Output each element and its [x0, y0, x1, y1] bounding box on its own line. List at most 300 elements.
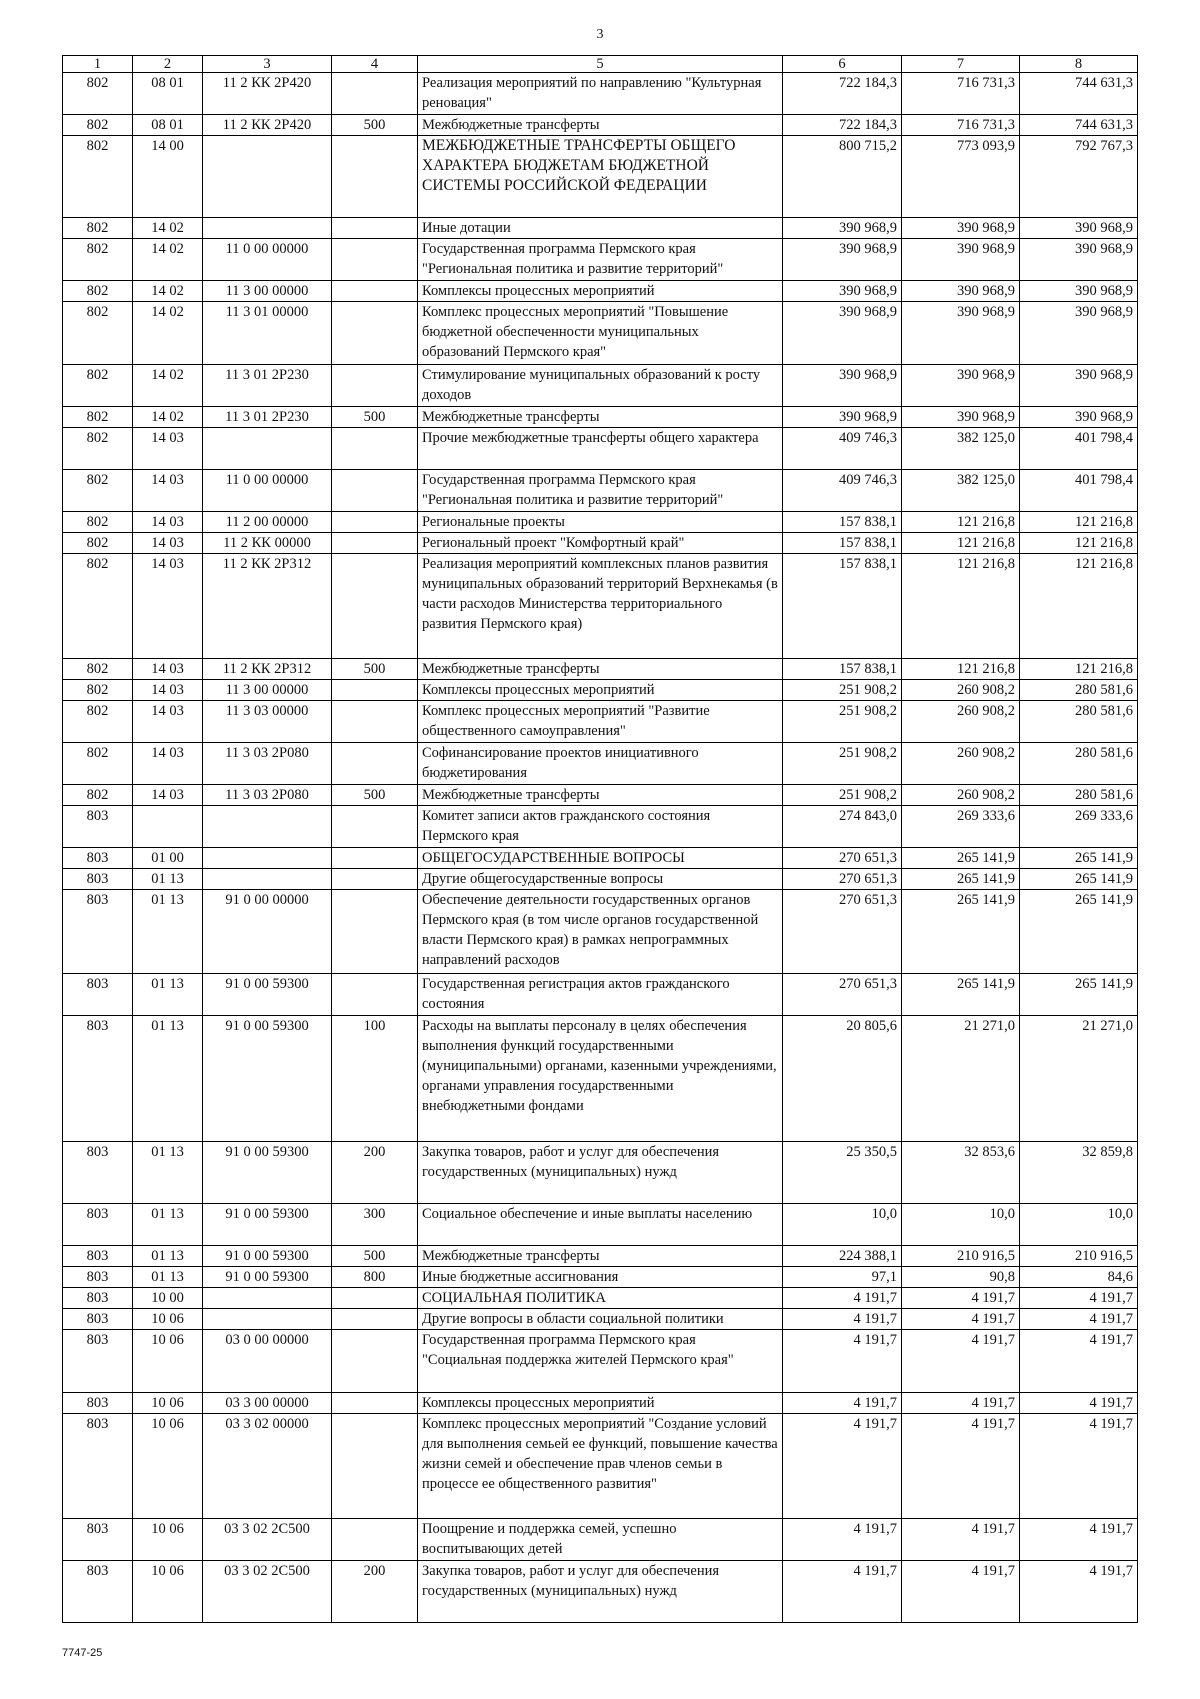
- ministry-code-cell: 803: [63, 1204, 133, 1246]
- ministry-code-cell: 802: [63, 470, 133, 512]
- amount-year3-cell: 21 271,0: [1020, 1016, 1138, 1142]
- amount-year3-cell: 280 581,6: [1020, 701, 1138, 743]
- target-article-cell: 11 3 01 2Р230: [203, 365, 332, 407]
- column-header: 7: [902, 56, 1020, 73]
- target-article-cell: 91 0 00 59300: [203, 974, 332, 1016]
- section-code-cell: 14 03: [133, 659, 203, 680]
- amount-year1-cell: 25 350,5: [783, 1142, 902, 1204]
- expense-name-cell: Реализация мероприятий по направлению "Культурная реновация": [418, 73, 783, 115]
- section-code-cell: 10 06: [133, 1393, 203, 1414]
- table-row: [63, 365, 1138, 407]
- section-code-cell: 01 13: [133, 890, 203, 974]
- amount-year2-cell: 265 141,9: [902, 869, 1020, 890]
- table-row: [63, 785, 1138, 806]
- table-row: [63, 218, 1138, 239]
- amount-year3-cell: 744 631,3: [1020, 73, 1138, 115]
- expense-name-cell: Софинансирование проектов инициативного бюджетирования: [418, 743, 783, 785]
- amount-year1-cell: 270 651,3: [783, 974, 902, 1016]
- expense-type-cell: [332, 680, 418, 701]
- column-header: 8: [1020, 56, 1138, 73]
- target-article-cell: 11 3 03 2Р080: [203, 743, 332, 785]
- column-header: 2: [133, 56, 203, 73]
- expense-type-cell: [332, 136, 418, 218]
- table-row: [63, 1330, 1138, 1393]
- target-article-cell: [203, 1309, 332, 1330]
- column-header: 3: [203, 56, 332, 73]
- table-row: [63, 680, 1138, 701]
- ministry-code-cell: 802: [63, 785, 133, 806]
- amount-year2-cell: 716 731,3: [902, 115, 1020, 136]
- target-article-cell: 03 3 02 2С500: [203, 1561, 332, 1623]
- target-article-cell: [203, 136, 332, 218]
- table-row: [63, 974, 1138, 1016]
- amount-year1-cell: 274 843,0: [783, 806, 902, 848]
- amount-year1-cell: 722 184,3: [783, 115, 902, 136]
- expense-name-cell: Стимулирование муниципальных образований к росту доходов: [418, 365, 783, 407]
- section-code-cell: 14 00: [133, 136, 203, 218]
- target-article-cell: 11 3 01 00000: [203, 302, 332, 365]
- table-row: [63, 533, 1138, 554]
- amount-year3-cell: 32 859,8: [1020, 1142, 1138, 1204]
- expense-type-cell: [332, 1309, 418, 1330]
- amount-year2-cell: 90,8: [902, 1267, 1020, 1288]
- amount-year3-cell: 84,6: [1020, 1267, 1138, 1288]
- amount-year2-cell: 121 216,8: [902, 554, 1020, 659]
- ministry-code-cell: 802: [63, 136, 133, 218]
- target-article-cell: 11 2 КК 2Р420: [203, 115, 332, 136]
- amount-year2-cell: 390 968,9: [902, 218, 1020, 239]
- section-code-cell: 01 13: [133, 1142, 203, 1204]
- section-code-cell: 14 03: [133, 785, 203, 806]
- amount-year2-cell: 121 216,8: [902, 533, 1020, 554]
- expense-type-cell: [332, 302, 418, 365]
- target-article-cell: 11 2 00 00000: [203, 512, 332, 533]
- target-article-cell: 11 2 КК 00000: [203, 533, 332, 554]
- target-article-cell: 11 2 КК 2Р312: [203, 659, 332, 680]
- target-article-cell: 03 3 02 2С500: [203, 1519, 332, 1561]
- table-row: [63, 1309, 1138, 1330]
- ministry-code-cell: 802: [63, 554, 133, 659]
- ministry-code-cell: 802: [63, 659, 133, 680]
- expense-type-cell: 500: [332, 115, 418, 136]
- expense-name-cell: Комитет записи актов гражданского состояния Пермского края: [418, 806, 783, 848]
- expense-type-cell: [332, 743, 418, 785]
- expense-type-cell: [332, 281, 418, 302]
- expense-type-cell: [332, 239, 418, 281]
- section-code-cell: 01 13: [133, 1246, 203, 1267]
- expense-type-cell: 500: [332, 785, 418, 806]
- expense-type-cell: [332, 365, 418, 407]
- amount-year2-cell: 265 141,9: [902, 848, 1020, 869]
- expense-type-cell: [332, 701, 418, 743]
- amount-year3-cell: 744 631,3: [1020, 115, 1138, 136]
- amount-year1-cell: 390 968,9: [783, 407, 902, 428]
- target-article-cell: 11 3 00 00000: [203, 680, 332, 701]
- amount-year1-cell: 270 651,3: [783, 869, 902, 890]
- target-article-cell: [203, 218, 332, 239]
- ministry-code-cell: 803: [63, 1393, 133, 1414]
- target-article-cell: 11 0 00 00000: [203, 470, 332, 512]
- amount-year3-cell: 265 141,9: [1020, 848, 1138, 869]
- amount-year1-cell: 4 191,7: [783, 1309, 902, 1330]
- amount-year1-cell: 157 838,1: [783, 659, 902, 680]
- expense-name-cell: Государственная программа Пермского края "Региональная политика и развитие территорий": [418, 470, 783, 512]
- amount-year3-cell: 390 968,9: [1020, 218, 1138, 239]
- amount-year2-cell: 4 191,7: [902, 1414, 1020, 1519]
- amount-year1-cell: 800 715,2: [783, 136, 902, 218]
- expense-name-cell: Иные дотации: [418, 218, 783, 239]
- target-article-cell: 11 0 00 00000: [203, 239, 332, 281]
- table-row: [63, 1016, 1138, 1142]
- amount-year2-cell: 121 216,8: [902, 659, 1020, 680]
- target-article-cell: 91 0 00 59300: [203, 1016, 332, 1142]
- section-code-cell: 14 02: [133, 239, 203, 281]
- ministry-code-cell: 803: [63, 1330, 133, 1393]
- expense-type-cell: [332, 869, 418, 890]
- ministry-code-cell: 802: [63, 218, 133, 239]
- expense-name-cell: Региональный проект "Комфортный край": [418, 533, 783, 554]
- amount-year2-cell: 32 853,6: [902, 1142, 1020, 1204]
- amount-year1-cell: 157 838,1: [783, 554, 902, 659]
- ministry-code-cell: 802: [63, 73, 133, 115]
- amount-year3-cell: 4 191,7: [1020, 1288, 1138, 1309]
- amount-year1-cell: 224 388,1: [783, 1246, 902, 1267]
- expense-name-cell: Комплексы процессных мероприятий: [418, 680, 783, 701]
- amount-year1-cell: 251 908,2: [783, 785, 902, 806]
- amount-year3-cell: 210 916,5: [1020, 1246, 1138, 1267]
- expense-type-cell: [332, 1519, 418, 1561]
- target-article-cell: 11 3 03 2Р080: [203, 785, 332, 806]
- target-article-cell: 11 2 КК 2Р420: [203, 73, 332, 115]
- target-article-cell: [203, 869, 332, 890]
- ministry-code-cell: 803: [63, 1246, 133, 1267]
- amount-year3-cell: 390 968,9: [1020, 365, 1138, 407]
- budget-table: [62, 55, 1138, 1623]
- table-row: [63, 1204, 1138, 1246]
- amount-year2-cell: 21 271,0: [902, 1016, 1020, 1142]
- expense-type-cell: 100: [332, 1016, 418, 1142]
- ministry-code-cell: 803: [63, 1309, 133, 1330]
- section-code-cell: 14 03: [133, 680, 203, 701]
- amount-year3-cell: 265 141,9: [1020, 890, 1138, 974]
- target-article-cell: 11 3 00 00000: [203, 281, 332, 302]
- amount-year2-cell: 382 125,0: [902, 428, 1020, 470]
- amount-year1-cell: 270 651,3: [783, 890, 902, 974]
- expense-type-cell: [332, 848, 418, 869]
- amount-year1-cell: 4 191,7: [783, 1288, 902, 1309]
- section-code-cell: 14 02: [133, 407, 203, 428]
- ministry-code-cell: 802: [63, 533, 133, 554]
- expense-type-cell: 500: [332, 407, 418, 428]
- expense-type-cell: [332, 218, 418, 239]
- ministry-code-cell: 802: [63, 239, 133, 281]
- expense-type-cell: [332, 1330, 418, 1393]
- amount-year1-cell: 4 191,7: [783, 1561, 902, 1623]
- target-article-cell: 91 0 00 59300: [203, 1204, 332, 1246]
- amount-year3-cell: 280 581,6: [1020, 785, 1138, 806]
- expense-name-cell: Межбюджетные трансферты: [418, 115, 783, 136]
- expense-name-cell: Прочие межбюджетные трансферты общего характера: [418, 428, 783, 470]
- target-article-cell: [203, 1288, 332, 1309]
- table-row: [63, 1393, 1138, 1414]
- expense-name-cell: Расходы на выплаты персоналу в целях обеспечения выполнения функций государственными (муниципальными) органами, казенными учреждениями, органами управления государственными внебюджетными фондами: [418, 1016, 783, 1142]
- table-row: [63, 136, 1138, 218]
- table-row: [63, 1142, 1138, 1204]
- section-code-cell: 01 13: [133, 1016, 203, 1142]
- amount-year3-cell: 390 968,9: [1020, 302, 1138, 365]
- expense-name-cell: Межбюджетные трансферты: [418, 785, 783, 806]
- amount-year1-cell: 157 838,1: [783, 533, 902, 554]
- expense-name-cell: Комплекс процессных мероприятий "Повышение бюджетной обеспеченности муниципальных образований Пермского края": [418, 302, 783, 365]
- expense-name-cell: Межбюджетные трансферты: [418, 1246, 783, 1267]
- expense-name-cell: Закупка товаров, работ и услуг для обеспечения государственных (муниципальных) нужд: [418, 1561, 783, 1623]
- table-row: [63, 239, 1138, 281]
- amount-year1-cell: 251 908,2: [783, 743, 902, 785]
- amount-year2-cell: 210 916,5: [902, 1246, 1020, 1267]
- expense-type-cell: [332, 428, 418, 470]
- ministry-code-cell: 803: [63, 1142, 133, 1204]
- expense-type-cell: [332, 73, 418, 115]
- page-number: 3: [596, 27, 604, 42]
- ministry-code-cell: 802: [63, 701, 133, 743]
- expense-name-cell: Государственная программа Пермского края "Социальная поддержка жителей Пермского края": [418, 1330, 783, 1393]
- expense-name-cell: Реализация мероприятий комплексных планов развития муниципальных образований территорий Верхнекамья (в части расходов Министерства территориального развития Пермского края): [418, 554, 783, 659]
- amount-year3-cell: 390 968,9: [1020, 281, 1138, 302]
- amount-year1-cell: 4 191,7: [783, 1519, 902, 1561]
- expense-name-cell: МЕЖБЮДЖЕТНЫЕ ТРАНСФЕРТЫ ОБЩЕГО ХАРАКТЕРА БЮДЖЕТАМ БЮДЖЕТНОЙ СИСТЕМЫ РОССИЙСКОЙ ФЕДЕРАЦИИ: [418, 136, 783, 218]
- table-row: [63, 1519, 1138, 1561]
- expense-type-cell: 200: [332, 1142, 418, 1204]
- amount-year1-cell: 390 968,9: [783, 302, 902, 365]
- target-article-cell: 91 0 00 00000: [203, 890, 332, 974]
- ministry-code-cell: 802: [63, 302, 133, 365]
- amount-year1-cell: 10,0: [783, 1204, 902, 1246]
- amount-year2-cell: 773 093,9: [902, 136, 1020, 218]
- expense-name-cell: Комплексы процессных мероприятий: [418, 281, 783, 302]
- expense-type-cell: [332, 974, 418, 1016]
- ministry-code-cell: 803: [63, 1561, 133, 1623]
- table-row: [63, 701, 1138, 743]
- amount-year2-cell: 265 141,9: [902, 974, 1020, 1016]
- table-row: [63, 659, 1138, 680]
- expense-name-cell: Закупка товаров, работ и услуг для обеспечения государственных (муниципальных) нужд: [418, 1142, 783, 1204]
- ministry-code-cell: 802: [63, 365, 133, 407]
- amount-year1-cell: 270 651,3: [783, 848, 902, 869]
- table-row: [63, 1288, 1138, 1309]
- amount-year2-cell: 4 191,7: [902, 1561, 1020, 1623]
- expense-type-cell: [332, 1288, 418, 1309]
- amount-year3-cell: 121 216,8: [1020, 533, 1138, 554]
- amount-year3-cell: 390 968,9: [1020, 239, 1138, 281]
- section-code-cell: 08 01: [133, 73, 203, 115]
- amount-year2-cell: 260 908,2: [902, 785, 1020, 806]
- amount-year2-cell: 390 968,9: [902, 302, 1020, 365]
- section-code-cell: 01 13: [133, 974, 203, 1016]
- section-code-cell: 14 03: [133, 701, 203, 743]
- table-row: [63, 470, 1138, 512]
- amount-year1-cell: 4 191,7: [783, 1393, 902, 1414]
- expense-name-cell: Межбюджетные трансферты: [418, 659, 783, 680]
- expense-type-cell: [332, 806, 418, 848]
- amount-year3-cell: 121 216,8: [1020, 554, 1138, 659]
- amount-year3-cell: 280 581,6: [1020, 680, 1138, 701]
- target-article-cell: 91 0 00 59300: [203, 1267, 332, 1288]
- table-row: [63, 890, 1138, 974]
- target-article-cell: [203, 848, 332, 869]
- amount-year2-cell: 260 908,2: [902, 680, 1020, 701]
- amount-year2-cell: 4 191,7: [902, 1309, 1020, 1330]
- amount-year2-cell: 260 908,2: [902, 701, 1020, 743]
- expense-name-cell: Межбюджетные трансферты: [418, 407, 783, 428]
- target-article-cell: 11 3 01 2Р230: [203, 407, 332, 428]
- amount-year2-cell: 265 141,9: [902, 890, 1020, 974]
- section-code-cell: 14 03: [133, 428, 203, 470]
- section-code-cell: 10 06: [133, 1519, 203, 1561]
- section-code-cell: 10 06: [133, 1330, 203, 1393]
- amount-year2-cell: 269 333,6: [902, 806, 1020, 848]
- table-row: [63, 512, 1138, 533]
- amount-year2-cell: 382 125,0: [902, 470, 1020, 512]
- ministry-code-cell: 803: [63, 1414, 133, 1519]
- table-body: [63, 73, 1138, 1623]
- expense-name-cell: Обеспечение деятельности государственных органов Пермского края (в том числе органов государственной власти Пермского края) в рамках непрограммных направлений расходов: [418, 890, 783, 974]
- table-row: [63, 554, 1138, 659]
- amount-year1-cell: 390 968,9: [783, 218, 902, 239]
- amount-year1-cell: 390 968,9: [783, 365, 902, 407]
- target-article-cell: [203, 806, 332, 848]
- expense-type-cell: 300: [332, 1204, 418, 1246]
- column-header: 4: [332, 56, 418, 73]
- amount-year2-cell: 10,0: [902, 1204, 1020, 1246]
- ministry-code-cell: 803: [63, 1519, 133, 1561]
- ministry-code-cell: 802: [63, 743, 133, 785]
- ministry-code-cell: 803: [63, 1288, 133, 1309]
- amount-year3-cell: 4 191,7: [1020, 1561, 1138, 1623]
- target-article-cell: [203, 428, 332, 470]
- expense-name-cell: Комплекс процессных мероприятий "Создание условий для выполнения семьей ее функций, повышение качества жизни семей и обеспечение прав членов семьи в процессе ее общественного развития": [418, 1414, 783, 1519]
- amount-year2-cell: 390 968,9: [902, 407, 1020, 428]
- expense-name-cell: СОЦИАЛЬНАЯ ПОЛИТИКА: [418, 1288, 783, 1309]
- ministry-code-cell: 802: [63, 407, 133, 428]
- section-code-cell: 08 01: [133, 115, 203, 136]
- table-row: [63, 1561, 1138, 1623]
- amount-year3-cell: 121 216,8: [1020, 659, 1138, 680]
- section-code-cell: 14 02: [133, 365, 203, 407]
- amount-year3-cell: 280 581,6: [1020, 743, 1138, 785]
- target-article-cell: 11 3 03 00000: [203, 701, 332, 743]
- amount-year2-cell: 4 191,7: [902, 1288, 1020, 1309]
- table-row: [63, 302, 1138, 365]
- amount-year3-cell: 265 141,9: [1020, 869, 1138, 890]
- table-row: [63, 1267, 1138, 1288]
- amount-year2-cell: 4 191,7: [902, 1330, 1020, 1393]
- amount-year3-cell: 792 767,3: [1020, 136, 1138, 218]
- column-header: 6: [783, 56, 902, 73]
- section-code-cell: 01 00: [133, 848, 203, 869]
- section-code-cell: 10 06: [133, 1309, 203, 1330]
- amount-year3-cell: 4 191,7: [1020, 1414, 1138, 1519]
- section-code-cell: 14 02: [133, 302, 203, 365]
- target-article-cell: 03 3 02 00000: [203, 1414, 332, 1519]
- amount-year1-cell: 390 968,9: [783, 239, 902, 281]
- column-header: 5: [418, 56, 783, 73]
- table-row: [63, 869, 1138, 890]
- target-article-cell: 91 0 00 59300: [203, 1142, 332, 1204]
- amount-year3-cell: 401 798,4: [1020, 428, 1138, 470]
- table-row: [63, 115, 1138, 136]
- amount-year1-cell: 4 191,7: [783, 1414, 902, 1519]
- expense-type-cell: [332, 890, 418, 974]
- table-row: [63, 1246, 1138, 1267]
- amount-year3-cell: 4 191,7: [1020, 1393, 1138, 1414]
- table-row: [63, 848, 1138, 869]
- ministry-code-cell: 802: [63, 428, 133, 470]
- amount-year2-cell: 390 968,9: [902, 365, 1020, 407]
- amount-year2-cell: 390 968,9: [902, 281, 1020, 302]
- expense-name-cell: Государственная программа Пермского края "Региональная политика и развитие территорий": [418, 239, 783, 281]
- amount-year3-cell: 4 191,7: [1020, 1330, 1138, 1393]
- section-code-cell: 01 13: [133, 869, 203, 890]
- section-code-cell: 14 03: [133, 512, 203, 533]
- section-code-cell: 01 13: [133, 1267, 203, 1288]
- section-code-cell: 14 03: [133, 470, 203, 512]
- section-code-cell: 10 00: [133, 1288, 203, 1309]
- ministry-code-cell: 802: [63, 512, 133, 533]
- target-article-cell: 91 0 00 59300: [203, 1246, 332, 1267]
- section-code-cell: 10 06: [133, 1561, 203, 1623]
- expense-name-cell: Социальное обеспечение и иные выплаты населению: [418, 1204, 783, 1246]
- section-code-cell: 10 06: [133, 1414, 203, 1519]
- document-code: 7747-25: [62, 1647, 103, 1659]
- expense-name-cell: Поощрение и поддержка семей, успешно воспитывающих детей: [418, 1519, 783, 1561]
- table-row: [63, 1414, 1138, 1519]
- amount-year1-cell: 97,1: [783, 1267, 902, 1288]
- ministry-code-cell: 802: [63, 281, 133, 302]
- table-row: [63, 281, 1138, 302]
- expense-type-cell: [332, 1414, 418, 1519]
- ministry-code-cell: 802: [63, 680, 133, 701]
- amount-year3-cell: 4 191,7: [1020, 1309, 1138, 1330]
- amount-year3-cell: 121 216,8: [1020, 512, 1138, 533]
- table-row: [63, 407, 1138, 428]
- amount-year3-cell: 4 191,7: [1020, 1519, 1138, 1561]
- table-row: [63, 743, 1138, 785]
- expense-name-cell: Другие вопросы в области социальной политики: [418, 1309, 783, 1330]
- expense-name-cell: Комплексы процессных мероприятий: [418, 1393, 783, 1414]
- amount-year3-cell: 401 798,4: [1020, 470, 1138, 512]
- expense-type-cell: [332, 512, 418, 533]
- amount-year3-cell: 265 141,9: [1020, 974, 1138, 1016]
- amount-year1-cell: 409 746,3: [783, 428, 902, 470]
- amount-year3-cell: 390 968,9: [1020, 407, 1138, 428]
- ministry-code-cell: 803: [63, 890, 133, 974]
- column-header: 1: [63, 56, 133, 73]
- amount-year1-cell: 251 908,2: [783, 701, 902, 743]
- amount-year2-cell: 260 908,2: [902, 743, 1020, 785]
- amount-year1-cell: 409 746,3: [783, 470, 902, 512]
- amount-year2-cell: 390 968,9: [902, 239, 1020, 281]
- ministry-code-cell: 803: [63, 1016, 133, 1142]
- amount-year3-cell: 269 333,6: [1020, 806, 1138, 848]
- expense-type-cell: [332, 470, 418, 512]
- expense-type-cell: [332, 1393, 418, 1414]
- ministry-code-cell: 803: [63, 806, 133, 848]
- expense-name-cell: Другие общегосударственные вопросы: [418, 869, 783, 890]
- ministry-code-cell: 803: [63, 848, 133, 869]
- target-article-cell: 03 3 00 00000: [203, 1393, 332, 1414]
- section-code-cell: [133, 806, 203, 848]
- section-code-cell: 01 13: [133, 1204, 203, 1246]
